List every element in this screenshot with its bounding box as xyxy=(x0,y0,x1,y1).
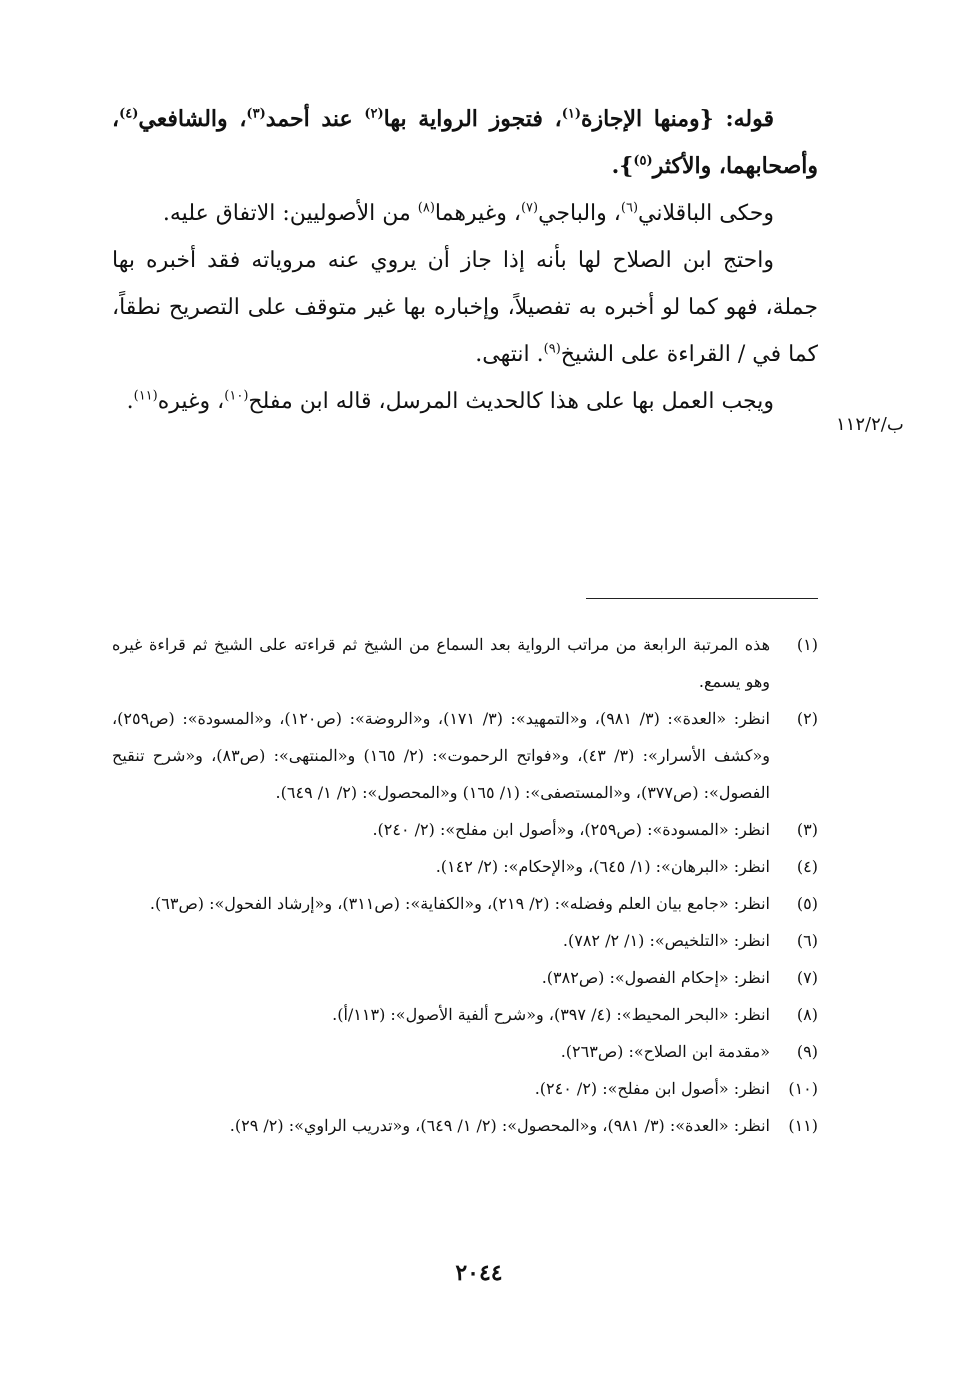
footnote xyxy=(112,885,818,922)
footnote-ref-10: (١٠) xyxy=(224,388,249,404)
footnote-text: انظر: «العدة»: (٣/ ٩٨١)، و«التمهيد»: (٣/ ١٧١)، و«الروضة»: (ص١٢٠)، و«المسودة»: (ص٢٥٩)، و«كشف الأسرار»: (٣/ ٤٣)، و«فواتح الرحموت»: (٢/ ١٦٥) و«المنتهى»: (ص٨٣)، و«شرح تنقيح الفصول»: (ص٣٧٧)، و«المستصفى»: (١/ ١٦٥) و«المحصول»: (٢/ ١/ ٦٤٩). xyxy=(112,709,771,802)
text-span: قوله: {ومنها الإجازة xyxy=(581,106,774,132)
footnote-text: انظر: «المسودة»: (ص٢٥٩)، و«أصول ابن مفلح»: (٢/ ٢٤٠). xyxy=(372,820,770,839)
footnote-number: (٤) xyxy=(796,857,818,876)
footnote-text: انظر: «جامع بيان العلم وفضله»: (٢/ ٢١٩)، و«الكفاية»: (ص٣١١)، و«إرشاد الفحول»: (ص٦٣). xyxy=(149,894,770,913)
footnote-ref-8: (٨) xyxy=(417,200,435,216)
footnote-text: انظر: «البرهان»: (١/ ٦٤٥)، و«الإحكام»: (٢/ ١٤٢). xyxy=(435,857,770,876)
text-span: ، والباجي xyxy=(538,201,621,226)
footnote-ref-7: (٧) xyxy=(520,200,539,216)
text-span: ، وأصحابهما، والأكثر xyxy=(112,106,818,179)
footnote-ref-2: (٢) xyxy=(364,106,384,122)
text-span: وحكى الباقلاني xyxy=(638,201,774,226)
footnote-ref-9: (٩) xyxy=(543,341,561,357)
footnote xyxy=(112,626,818,700)
footnote-text: انظر: «التلخيص»: (١/ ٢/ ٧٨٢). xyxy=(562,931,770,950)
footnote-ref-3: (٣) xyxy=(246,106,266,122)
text-span: ، وغيره xyxy=(157,389,225,414)
footnote xyxy=(112,1107,818,1144)
text-span: ، وغيرهما xyxy=(434,201,521,226)
text-span: ، والشافعي xyxy=(138,106,247,132)
footnote-ref-6: (٦) xyxy=(620,200,639,216)
footnote-ref-11: (١١) xyxy=(133,388,158,404)
footnote-separator xyxy=(586,598,818,599)
footnote-number: (١٠) xyxy=(788,1079,818,1098)
manuscript-folio-marker: ب/١١٢/٢ xyxy=(836,414,904,435)
quoted-text xyxy=(112,106,818,179)
paragraph-3 xyxy=(112,237,818,378)
paragraph-4 xyxy=(112,378,818,425)
footnote xyxy=(112,922,818,959)
footnote xyxy=(112,996,818,1033)
footnote xyxy=(112,848,818,885)
footnote xyxy=(112,1070,818,1107)
footnote-number: (٢) xyxy=(796,709,818,728)
text-span: }. xyxy=(611,153,634,179)
main-text xyxy=(112,96,818,425)
text-span: ، فتجوز الرواية بها xyxy=(383,106,562,132)
footnote-number: (٥) xyxy=(796,894,818,913)
footnote-number: (١) xyxy=(796,635,818,654)
footnote-number: (٨) xyxy=(796,1005,818,1024)
text-span: عند أحمد xyxy=(265,106,365,132)
footnote-text: هذه المرتبة الرابعة من مراتب الرواية بعد السماع من الشيخ ثم قراءته على الشيخ ثم قراءة غيره وهو يسمع. xyxy=(112,635,770,691)
footnote xyxy=(112,1033,818,1070)
footnote-number: (١١) xyxy=(788,1116,818,1135)
footnote xyxy=(112,700,818,811)
text-span: ويجب العمل بها على هذا كالحديث المرسل، قاله ابن مفلح xyxy=(248,389,774,414)
footnote-number: (٧) xyxy=(796,968,818,987)
footnote-text: انظر: «البحر المحيط»: (٤/ ٣٩٧)، و«شرح ألفية الأصول»: (١١٣/أ). xyxy=(332,1005,770,1024)
paragraph-2 xyxy=(112,190,818,237)
text-span: . xyxy=(126,389,134,414)
footnotes xyxy=(112,626,818,1144)
text-span: . انتهى. xyxy=(475,342,544,367)
footnote-number: (٣) xyxy=(796,820,818,839)
page-number: ٢٠٤٤ xyxy=(455,1260,503,1286)
paragraph-1 xyxy=(112,96,818,190)
footnote-number: (٦) xyxy=(796,931,818,950)
footnote-ref-4: (٤) xyxy=(119,106,139,122)
footnote-ref-1: (١) xyxy=(561,106,581,122)
text-span: من الأصوليين: الاتفاق عليه. xyxy=(162,201,418,226)
text-span: واحتج ابن الصلاح لها بأنه إذا جاز أن يروي عنه مروياته فقد أخبره بها جملة، فهو كما لو أخبره به تفصيلاً، وإخباره بها غير متوقف على التصريح نطقاً، كما في / القراءة على الشيخ xyxy=(112,248,818,367)
footnote xyxy=(112,811,818,848)
footnote-text: انظر: «أصول ابن مفلح»: (٢/ ٢٤٠). xyxy=(534,1079,770,1098)
footnote-ref-5: (٥) xyxy=(633,153,653,169)
footnote-text: انظر: «إحكام الفصول»: (ص٣٨٢). xyxy=(541,968,770,987)
footnote-text: انظر: «العدة»: (٣/ ٩٨١)، و«المحصول»: (٢/ ١/ ٦٤٩)، و«تدريب الراوي»: (٢/ ٢٩). xyxy=(229,1116,770,1135)
footnote-text: «مقدمة ابن الصلاح»: (ص٢٦٣). xyxy=(560,1042,770,1061)
footnote xyxy=(112,959,818,996)
footnote-number: (٩) xyxy=(796,1042,818,1061)
